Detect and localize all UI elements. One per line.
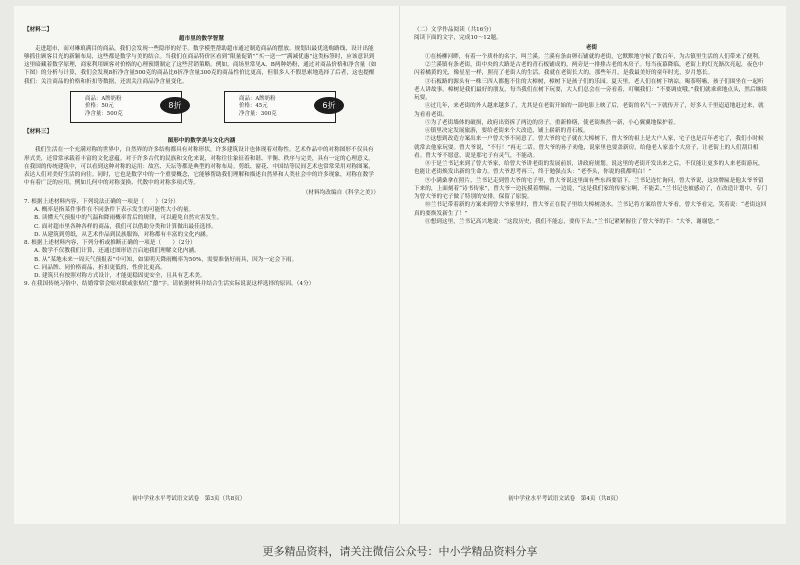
- story-paragraph-2: ②兰溪镇有条老街，街中央的大路是古老的青石板铺成的，两旁是一排排古老的木房子。每当夜幕降临，老街上的灯光渐次亮起，夜色中闪着橘黄的光，像星星一样，照亮了老街人的生活。我就在老街长大的，那些年月，是我最美好的童年时光，岁月悠长。: [414, 62, 764, 77]
- material-source: （材料均改编自《科学之美》）: [302, 189, 379, 196]
- discount-tag: 6折: [314, 97, 344, 114]
- promo-banner: 更多精品资料，请关注微信公众号：中小学精品资料分享: [262, 545, 538, 558]
- product-weight: 净含量：300克: [239, 110, 277, 117]
- question-9-stem: 9. 在我国传统习俗中，结婚常常会贴对联或张贴红“囍”字。请依据材料并结合生活实际说说这样选择的原因。（4分）: [24, 281, 315, 288]
- question-8-stem: 8. 根据上述材料内容，下列分析或推断正确的一项是（ ）（2分）: [24, 240, 196, 246]
- right-page-footer: 初中学业水平考试语文试卷 第4页（共8页）: [508, 496, 622, 502]
- material-3-label: 【材料三】: [24, 128, 53, 135]
- discount-tag: 8折: [160, 97, 190, 114]
- page-fold: [399, 6, 400, 524]
- question-8-option-c: C. 同品牌、同价格商品，折扣更低的，性价比更高。: [34, 264, 166, 271]
- question-7-option-d: D. 从建筑到剪纸，从艺术作品到民族服饰，对称都有丰富的文化内涵。: [34, 231, 212, 238]
- story-paragraph-8: ⑧于是兰书记来到了曾大爷家，给曾大爷讲老街的发展前景，讲政府规划。说这里的老街开发出来之后，不仅能让更多的人来老街游玩，也能让老街焕发出新的生命力。曾大爷思考再三，终于勉强点头：“老李头，你说的我都明白！”: [414, 161, 764, 176]
- section-heading: （二）文学作品阅读（共16分）: [414, 27, 495, 33]
- story-paragraph-10: ⑩兰书记带着新的方案来到曾大爷家里时，曾大爷正在院子里给大樟树浇水。兰书记将方案给曾大爷看，曾大爷看完，笑着说：“老街这回真的要焕发新生了！”: [414, 202, 767, 217]
- question-7-option-c: C. 面对超市里各种各样的商品，我们可以借助分类和计算做出最佳选择。: [34, 223, 217, 230]
- story-paragraph-6: ⑥镇里决定发展旅游，要给老街来个大改造，铺上崭新的青石板。: [425, 128, 589, 134]
- product-card-a: [70, 91, 182, 123]
- story-paragraph-7: ⑦这想到改造方案出来一户曾大爷不同意了。曾大爷的宅子就在大樟树下，曾大爷的祖上是大户人家，宅子也是百年老宅了，我们小时候就常去他家玩耍。曾大爷说，“不行！”再无二话。曾大爷的孙子劝他，说家里也要盖新房，给他老人家盖个大房子，让老街上的人们刮目相看。曾大爷不愿意，说是那宅子有灵气，不能动。: [414, 136, 764, 159]
- story-paragraph-4: ④过几年，来老街的外人越来越多了，尤其是在老街开始的一部电影上映了后，老街的名气一下就传开了，好多人千里迢迢地赶过来，就为看看老街。: [414, 103, 764, 118]
- story-paragraph-1: ①在杨柳河畔，有着一个质朴的名字，叫兰溪。兰溪有条由卵石铺就的老街，它默默地守候了数百年，为古镇里生活的人们带来了便利。: [425, 53, 764, 60]
- material-2-paragraph: 走进超市，而对琳琅满目的商品，我们会发现一些隐形的好手。数学模型帮助超市通过制造商品的摆放、规划出最优选购路线、设计出能够抓住顾客目光的新颖布局，这些都是数学与美的结合。当我们在商品特价区看到“限量促销”“买一送一”“满减优惠”这类标签时，应该意识到这里暗藏着数学原理，商家利用顾客对价格的心理预期制定了这些营销策略。例如，商场里常见A、B两种奶粉，通过对商品价格和净含量（如下图）的分析与计算，我们会发现8折净含量500克的商品比6折净含量300克的商品性价比更高，但很多人不假思索地选择了后者，这也提醒我们：关注商品的价格和折扣等数据，还需关注商品净含量变化。: [24, 45, 377, 85]
- story-paragraph-11: ⑪想到这里，兰书记高兴地说：“这段历史，我们不能忘，要传下去。”兰书记紧紧握住了曾大爷的手：“大爷，谢谢您。”: [425, 218, 719, 225]
- material-3-paragraph: 我们生活在一个充满对称的世界中，自然界的许多结构都具有对称形状，许多建筑设计也体现着对称性。艺术作品中的对称图形不仅具有形式美，还常常承载着丰富的文化意蕴。对于许多古代的民族和文化来说，对称往往象征着和谐、平衡、秩序与完美，具有一定的心理意义。在我国的传统建筑中，可以看到这种对称的运用：故宫、天坛等都是典型的对称布局。剪纸、窗花、中国结等民间艺术也常常采用对称图案，表达人们对美好生活的向往。同时，它也是数学中的一个重要概念，它能够帮助我们理解和描述自然界和人类社会中的许多现象，对称在数学中有着广泛的应用，例如几何中的对称变换、代数中的对称多项式等。: [24, 147, 374, 187]
- right-page: [414, 26, 769, 226]
- left-page-footer: 初中学业水平考试语文试卷 第3页（共8页）: [132, 496, 246, 502]
- product-card-b: [224, 91, 336, 123]
- material-3-title: 图形中的数学美与文化内涵: [167, 138, 236, 144]
- question-7-option-a: A. 概率是指某件事件在不同条件下表示发生的可能性大小的量。: [34, 207, 195, 213]
- product-name: 商品：A牌奶粉: [239, 95, 276, 102]
- product-weight: 净含量：500克: [85, 110, 123, 117]
- product-name: 商品：A牌奶粉: [85, 95, 122, 102]
- question-7-stem: 7. 根据上述材料内容，下列说法正确的一项是（ ）（2分）: [24, 198, 179, 205]
- question-8-option-b: B. 从“某地未来一周天气预报表”中可知，如果明天降雨概率为50%，需要准备好雨具，因为一定会下雨。: [34, 256, 298, 263]
- material-2-label: 【材料二】: [24, 27, 53, 33]
- story-paragraph-5: ⑤为了老街墙体的破损，政府出资拆了两边的房子，重新修缮，使老街焕然一新，小心翼翼地保护着。: [425, 119, 679, 126]
- story-title: 老街: [585, 44, 598, 51]
- story-paragraph-3: ③石板路的源头有一株三四人都抱不住的大樟树，樟树下是孩子们的乐园。夏天里，老人们在树下纳凉，喝茶唠嗑，孩子们围坐在一起听老人讲故事。樟树是我们最好的朋友，每当我们在树下玩耍，大人们总会在一旁看着，叮嘱我们：“不要调皮哦。”我们就乖乖地点头，然后继续玩耍。: [414, 78, 767, 101]
- question-8-option-a: A. 数学不仅教我们计算，还通过图形语言启迪我们理解文化内涵。: [34, 248, 200, 255]
- material-2-title: 超市里的数学智慧: [178, 36, 225, 43]
- story-paragraph-9: ⑨小满桑拿在照片，兰书记走到曾大爷的宅子里，曾大爷说这里面有些东西要留下。兰书记连忙询问，曾大爷说，这块牌匾是他太爷爷留下来的，上面刻着“诗书传家”，曾大爷一边抚摸着牌匾，一边说，“这是我们家的传家宝啊，不能丢。”兰书记也被感动了，在改造计划中，专门为曾大爷的宅子做了特别的安排，保留了原貌。: [414, 177, 768, 200]
- left-page: [24, 26, 379, 289]
- product-price: 价格：50元: [85, 103, 114, 110]
- question-7-option-b: B. 读懂天气预报中的气温和降雨概率背后的规律，可以避免自然灾害发生。: [34, 215, 223, 222]
- product-comparison: [24, 91, 379, 125]
- question-8-option-d: D. 建筑只有按照对称方式设计，才能更稳固更安全，且具有艺术美。: [34, 273, 206, 279]
- reading-instruction: 阅读下面的文字，完成10～12题。: [414, 35, 502, 42]
- product-price: 价格：45元: [239, 103, 268, 110]
